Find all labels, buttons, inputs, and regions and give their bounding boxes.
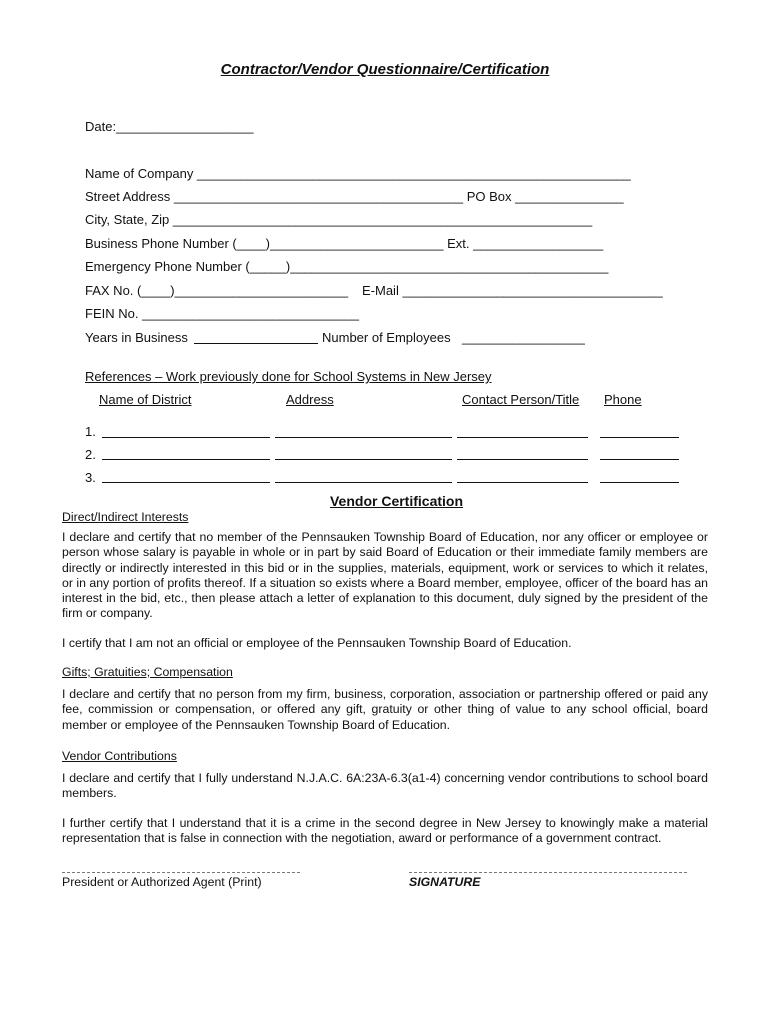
column-header-phone: Phone: [604, 392, 642, 407]
reference-row-number: 3.: [85, 470, 96, 485]
reference-contact-input[interactable]: [457, 459, 588, 460]
print-name-label: President or Authorized Agent (Print): [62, 875, 262, 889]
fax-field[interactable]: FAX No. (____)________________________: [85, 283, 349, 298]
vendor-contributions-heading: Vendor Contributions: [62, 749, 177, 763]
gifts-paragraph: I declare and certify that no person from my firm, business, corporation, association or partnership offered or paid any fee, commission or compensation, or offered any gift, gratuity or other thing of value to any school official, board member or employee of the Pennsauken Township Board of Education.: [62, 687, 708, 732]
reference-address-input[interactable]: [275, 482, 452, 483]
reference-district-input[interactable]: [102, 459, 270, 460]
company-name-field[interactable]: Name of Company ____________________________________________________________: [85, 166, 631, 181]
number-of-employees-input[interactable]: _________________: [462, 330, 585, 345]
reference-row-number: 1.: [85, 424, 96, 439]
not-official-paragraph: I certify that I am not an official or employee of the Pennsauken Township Board of Education.: [62, 636, 572, 650]
direct-indirect-interests-heading: Direct/Indirect Interests: [62, 510, 189, 524]
vendor-contributions-paragraph: I declare and certify that I fully understand N.J.A.C. 6A:23A-6.3(a1-4) concerning vendor contributions to school board members.: [62, 771, 708, 801]
reference-district-input[interactable]: [102, 482, 270, 483]
column-header-address: Address: [286, 392, 334, 407]
fein-field[interactable]: FEIN No. ______________________________: [85, 306, 359, 321]
reference-address-input[interactable]: [275, 459, 452, 460]
direct-indirect-interests-paragraph: I declare and certify that no member of the Pennsauken Township Board of Education, nor any officer or employee or person whose salary is payable in whole or in part by said Board of Education or their immediate family members are directly or indirectly interested in this bid or in the supplies, materials, equipment, work or services to which it relates, or in any portion of profits thereof. If a situation so exists where a Board member, employee, officer of the board has an interest in the bid, etc., then please attach a letter of explanation to this document, duly signed by the president of the firm or company.: [62, 530, 708, 621]
street-address-field[interactable]: Street Address ________________________________________ PO Box _______________: [85, 189, 624, 204]
city-state-zip-field[interactable]: City, State, Zip __________________________________________________________: [85, 212, 593, 227]
date-field[interactable]: Date:___________________: [85, 119, 254, 134]
reference-contact-input[interactable]: [457, 482, 588, 483]
years-in-business-label: Years in Business: [85, 330, 188, 345]
print-name-input[interactable]: [62, 872, 300, 873]
references-heading: References – Work previously done for School Systems in New Jersey: [85, 369, 492, 384]
signature-input[interactable]: [409, 872, 687, 873]
reference-phone-input[interactable]: [600, 482, 679, 483]
years-in-business-input[interactable]: [194, 343, 318, 344]
reference-phone-input[interactable]: [600, 437, 679, 438]
emergency-phone-field[interactable]: Emergency Phone Number (_____)____________________________________________: [85, 259, 609, 274]
crime-certification-paragraph: I further certify that I understand that it is a crime in the second degree in New Jersey to knowingly make a material representation that is false in connection with the negotiation, award or performance of a government contract.: [62, 816, 708, 846]
form-title: Contractor/Vendor Questionnaire/Certification: [220, 61, 550, 78]
number-of-employees-label: Number of Employees: [322, 330, 451, 345]
column-header-contact: Contact Person/Title: [462, 392, 580, 407]
gifts-heading: Gifts; Gratuities; Compensation: [62, 665, 233, 679]
reference-contact-input[interactable]: [457, 437, 588, 438]
business-phone-field[interactable]: Business Phone Number (____)________________________ Ext. __________________: [85, 236, 604, 251]
email-field[interactable]: E-Mail ____________________________________: [362, 283, 663, 298]
vendor-certification-heading: Vendor Certification: [329, 493, 464, 509]
reference-phone-input[interactable]: [600, 459, 679, 460]
column-header-district: Name of District: [99, 392, 192, 407]
signature-label: SIGNATURE: [409, 875, 481, 889]
reference-row-number: 2.: [85, 447, 96, 462]
reference-district-input[interactable]: [102, 437, 270, 438]
reference-address-input[interactable]: [275, 437, 452, 438]
